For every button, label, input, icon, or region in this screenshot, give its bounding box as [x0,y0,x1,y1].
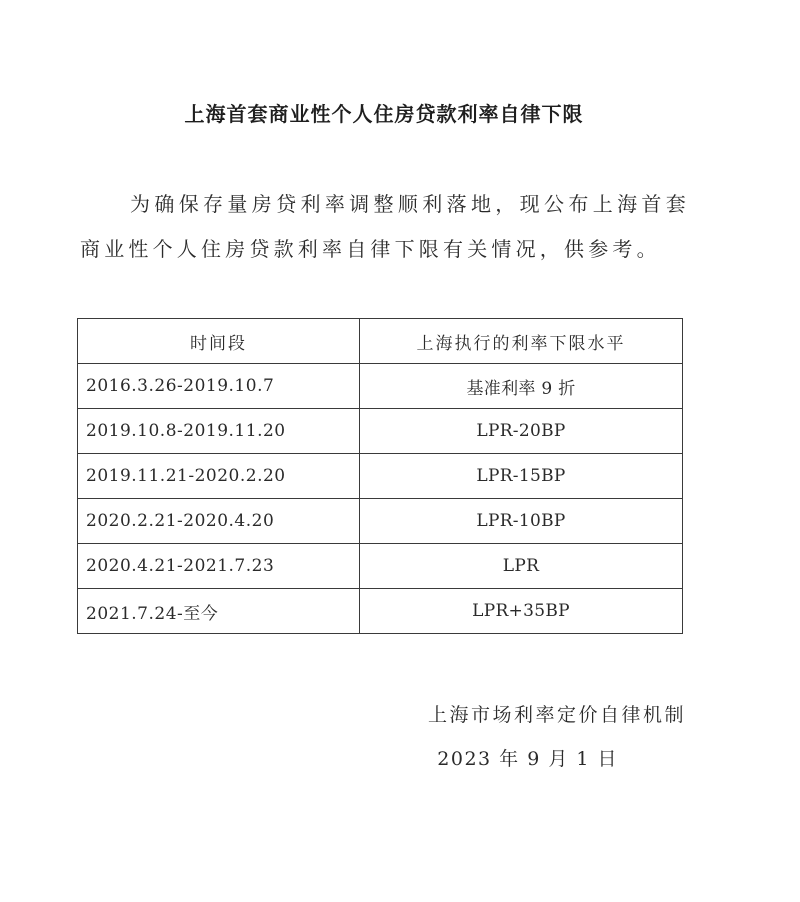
period-cell: 2016.3.26-2019.10.7 [78,364,360,409]
table-row [78,364,683,409]
period-cell: 2020.4.21-2021.7.23 [78,544,360,589]
table-row [78,499,683,544]
rate-floor-table [77,318,683,634]
rate-cell: LPR [360,544,683,589]
rate-cell: 基准利率 9 折 [360,364,683,409]
table-row [78,589,683,634]
table-row [78,544,683,589]
period-cell: 2019.10.8-2019.11.20 [78,409,360,454]
header-rate-floor: 上海执行的利率下限水平 [360,319,683,364]
period-cell: 2020.2.21-2020.4.20 [78,499,360,544]
intro-paragraph: 为确保存量房贷利率调整顺利落地，现公布上海首套商业性个人住房贷款利率自律下限有关情况，供参考。 [80,192,690,261]
period-cell: 2019.11.21-2020.2.20 [78,454,360,499]
rate-cell: LPR+35BP [360,589,683,634]
table-header-row [78,319,683,364]
header-period: 时间段 [78,319,360,364]
issuer-signature: 上海市场利率定价自律机制 [427,704,686,726]
table-row [78,454,683,499]
rate-cell: LPR-10BP [360,499,683,544]
issue-date: 2023 年 9 月 1 日 [437,748,618,770]
rate-cell: LPR-20BP [360,409,683,454]
document-title: 上海首套商业性个人住房贷款利率自律下限 [184,102,584,126]
period-cell: 2021.7.24-至今 [78,589,360,634]
table-row [78,409,683,454]
rate-cell: LPR-15BP [360,454,683,499]
